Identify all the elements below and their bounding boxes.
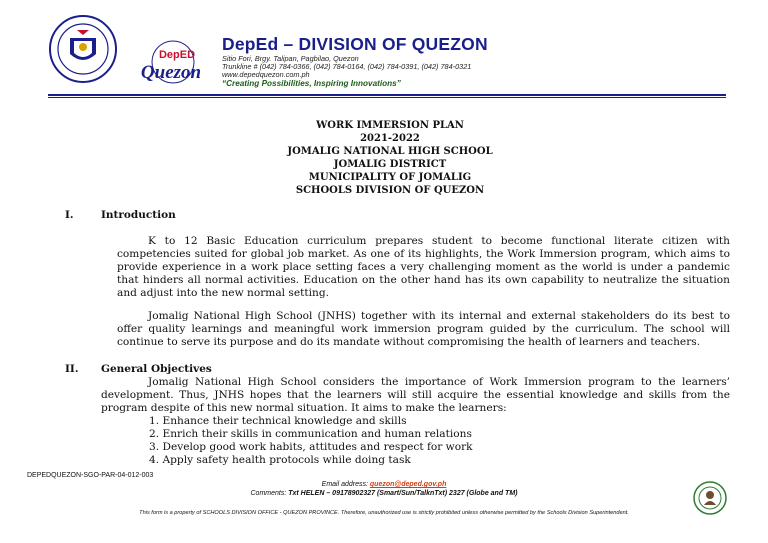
document-code: DEPEDQUEZON-SGO-PAR-04-012-003 <box>27 472 154 479</box>
division-tagline: “Creating Possibilities, Inspiring Innovations” <box>222 79 401 88</box>
division-address: Sitio Fori, Brgy. Talipan, Pagbilao, Quezon <box>222 54 359 63</box>
footer-email-line <box>0 481 768 488</box>
email-link[interactable]: quezon@deped.gov.ph <box>369 481 447 488</box>
comments-value: Txt HELEN – 09178902327 (Smart/Sun/TalknTxt) 2327 (Globe and TM) <box>288 490 518 497</box>
doc-school-year: 2021-2022 <box>360 133 420 144</box>
certification-seal-icon <box>693 481 727 515</box>
division-title: DepEd – DIVISION OF QUEZON <box>222 34 488 54</box>
comments-label: Comments: <box>250 490 289 497</box>
header-divider-thin <box>48 97 726 98</box>
doc-municipality: MUNICIPALITY OF JOMALIG <box>308 172 472 183</box>
quezon-division-logo <box>131 40 215 88</box>
intro-paragraph-2: Jomalig National High School (JNHS) together with its internal and external stakeholders do its best to offer quality learnings and meaningful work immersion program guided by the curriculum. The school will continue to serve its purpose and do its mandate without compromising the health of learners and teachers. <box>117 310 730 348</box>
objectives-paragraph: Jomalig National High School considers the importance of Work Immersion program to the learners’ development. Thus, JNHS hopes that the learners will still acquire the essential knowledge and skills from the program despite of this new normal situation. It aims to make the learners: <box>101 376 730 414</box>
doc-school-name: JOMALIG NATIONAL HIGH SCHOOL <box>287 146 493 157</box>
objective-item: 2. Enrich their skills in communication and human relations <box>149 428 472 440</box>
logo-quezon-text: Quezon <box>140 62 202 83</box>
objective-item: 4. Apply safety health protocols while doing task <box>149 454 411 466</box>
footer-comments-line <box>0 490 768 497</box>
doc-title: WORK IMMERSION PLAN <box>316 120 464 131</box>
objective-item: 1. Enhance their technical knowledge and skills <box>149 415 407 427</box>
section-heading-introduction: Introduction <box>101 209 176 221</box>
header-divider <box>48 94 726 96</box>
section-number: I. <box>65 209 74 221</box>
intro-paragraph-1: K to 12 Basic Education curriculum prepares student to become functional literate citizen with competencies suited for global job market. As one of its highlights, the Work Immersion program, which aims to provide experience in a work place setting faces a very challenging moment as the world is under a pandemic that hinders all normal activities. Education on the other hand has its own capability to neutralize the situation and adjust into the new normal setting. <box>117 235 730 299</box>
section-number: II. <box>65 363 79 375</box>
deped-seal-logo <box>48 14 118 84</box>
division-trunkline: Trunkline # (042) 784-0366, (042) 784-0164, (042) 784-0391, (042) 784-0321 <box>222 62 472 71</box>
logo-dep-text: DepED <box>158 49 196 61</box>
objective-item: 3. Develop good work habits, attitudes and respect for work <box>149 441 473 453</box>
division-website: www.depedquezon.com.ph <box>222 70 310 79</box>
doc-district: JOMALIG DISTRICT <box>333 159 447 170</box>
doc-division: SCHOOLS DIVISION OF QUEZON <box>295 185 485 196</box>
section-heading-objectives: General Objectives <box>101 363 212 375</box>
footer-disclaimer: This form is a property of SCHOOLS DIVISION OFFICE - QUEZON PROVINCE. Therefore, unauthorized use is strictly prohibited unless otherwise permitted by the Schools Division Superintendent. <box>139 510 629 516</box>
email-label: Email address: <box>321 481 370 488</box>
